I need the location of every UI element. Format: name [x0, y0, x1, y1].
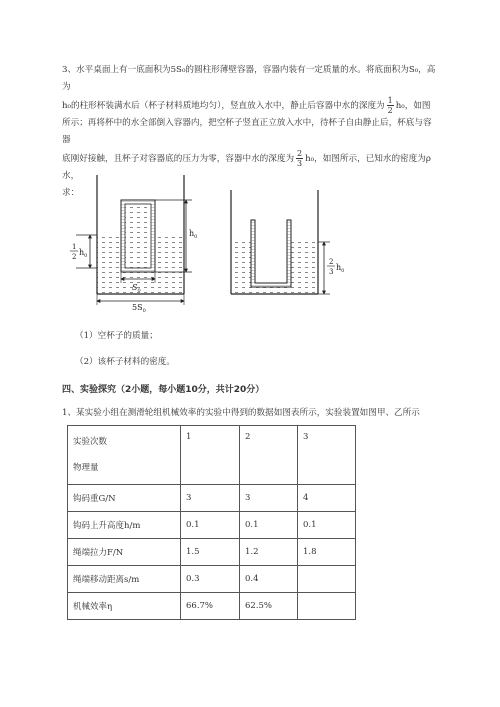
- table-cell: 0.1: [181, 512, 240, 539]
- table-cell: 3: [240, 485, 298, 512]
- problem-3-line-5: 求：: [62, 188, 80, 198]
- problem-3-line-3: 所示；再将杯中的水全部倒入容器内，把空杯子竖直正立放入水中，待杯子自由静止后，杯底与容器: [62, 118, 432, 145]
- table-row-label: 绳端拉力F/N: [68, 539, 181, 566]
- table-header-corner: [68, 426, 181, 485]
- table-cell: 62.5%: [240, 593, 298, 620]
- header-trials-label: 实验次数: [73, 437, 108, 447]
- half-height-variable: $h_0$: [79, 248, 88, 259]
- half-fraction-denominator: 2: [72, 253, 77, 261]
- table-cell: 0.1: [240, 512, 298, 539]
- container-base-label: $5S_0$: [132, 303, 146, 314]
- table-row: [68, 539, 356, 566]
- table-row-label: 钩码重G/N: [68, 485, 181, 512]
- table-header-row: [68, 426, 356, 485]
- fraction-numerator: 2: [297, 149, 303, 158]
- problem-1-text: 1、某实验小组在测滑轮组机械效率的实验中得到的数据如图表所示，实验装置如图甲、乙所示: [62, 408, 420, 418]
- problem-3-line-1: 3、水平桌面上有一底面积为5S₀的圆柱形薄壁容器，容器内装有一定质量的水。将底面积为S₀，高为: [62, 65, 436, 92]
- table-cell: 0.3: [181, 566, 240, 593]
- table-row: [68, 512, 356, 539]
- table-cell: 66.7%: [181, 593, 240, 620]
- two-thirds-numerator: 2: [329, 258, 334, 266]
- cup-base-label: $S_0$: [132, 283, 141, 294]
- table-cell: 0.4: [240, 566, 298, 593]
- header-quantity-label: 物理量: [73, 463, 99, 473]
- table-cell: [298, 593, 356, 620]
- table-row: [68, 593, 356, 620]
- table-cell: 3: [181, 485, 240, 512]
- problem-3-line-2-start: h₀的柱形杯装满水后（杯子材料质地均匀），竖直放入水中，静止后容器中水的深度为: [62, 101, 385, 111]
- fraction-numerator: 1: [387, 96, 393, 105]
- left-container-diagram: [70, 175, 197, 314]
- question-2: （2）该杯子材料的密度。: [75, 357, 175, 367]
- table-row-label: 绳端移动距离s/m: [68, 566, 181, 593]
- table-row-label: 钩码上升高度h/m: [68, 512, 181, 539]
- two-thirds-variable: $h_0$: [336, 263, 345, 274]
- section-heading: 四、实验探究（2小题，每小题10分，共计20分）: [62, 385, 265, 395]
- problem-3-line-4-start: 底刚好接触，且杯子对容器底的压力为零，容器中水的深度为: [62, 154, 295, 164]
- experiment-data-table: [67, 425, 356, 620]
- table-cell: 1.8: [298, 539, 356, 566]
- right-container-diagram: [231, 190, 344, 294]
- table-cell: 4: [298, 485, 356, 512]
- table-row: [68, 566, 356, 593]
- table-cell: 1.5: [181, 539, 240, 566]
- table-column-header: 2: [240, 426, 298, 485]
- table-cell: 1.2: [240, 539, 298, 566]
- table-column-header: 1: [181, 426, 240, 485]
- table-cell: 0.1: [298, 512, 356, 539]
- question-1: （1）空杯子的质量；: [75, 331, 158, 341]
- fraction-denominator: 2: [387, 106, 393, 115]
- fraction-denominator: 3: [297, 159, 303, 168]
- problem-3-line-2: [62, 96, 440, 115]
- problem-3-line-4-end: h₀，如图所示，已知水的密度为ρ水，: [62, 154, 431, 181]
- container-figures: [66, 170, 356, 314]
- half-fraction-numerator: 1: [72, 243, 77, 251]
- fraction-one-half: [387, 96, 394, 115]
- problem-3-line-2-end: h₀，如图: [395, 101, 431, 111]
- fraction-two-thirds: [296, 149, 303, 168]
- right-cup-inside-empty: [256, 221, 287, 283]
- table-column-header: 3: [298, 426, 356, 485]
- two-thirds-denominator: 3: [329, 268, 334, 276]
- cup-height-label: $h_0$: [189, 229, 198, 240]
- left-cup-water: [125, 204, 151, 268]
- table-cell: [298, 566, 356, 593]
- table-row-label: 机械效率η: [68, 593, 181, 620]
- table-row: [68, 485, 356, 512]
